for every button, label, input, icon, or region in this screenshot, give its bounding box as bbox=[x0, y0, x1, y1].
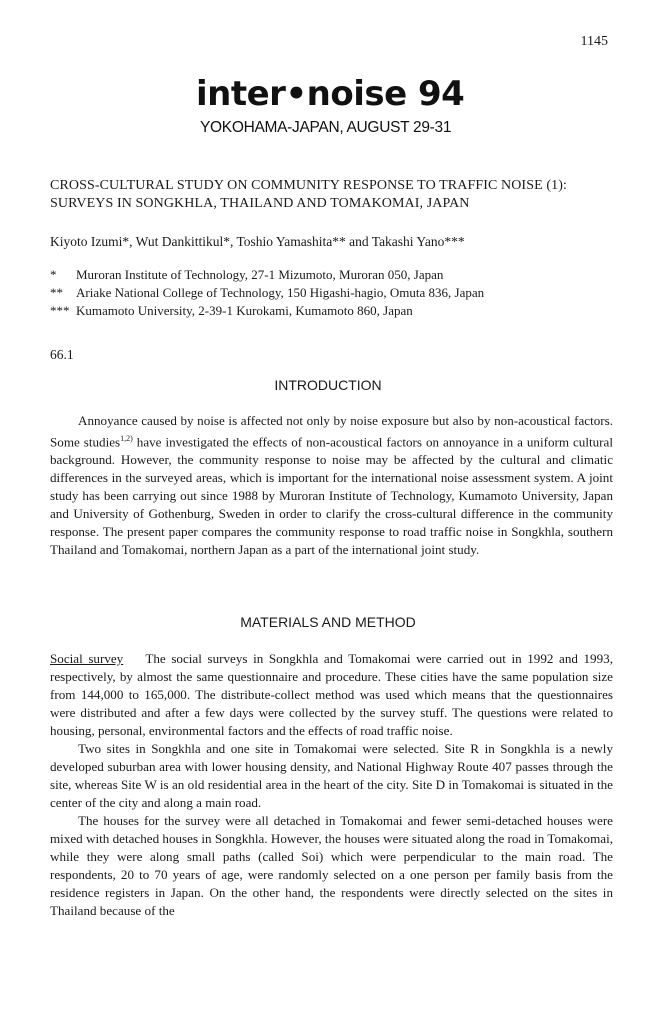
paper-title: CROSS-CULTURAL STUDY ON COMMUNITY RESPONSE TO TRAFFIC NOISE (1): SURVEYS IN SONGKHLA, THAILAND AND TOMAKOMAI, JAPAN bbox=[50, 178, 567, 211]
methods-paragraph-2: Two sites in Songkhla and one site in Tomakomai were selected. Site R in Songkhla is a newly developed suburban area with lower housing density, and National Highway Route 407 passes through the site, whereas Site W is an old residential area in the heart of the city. Site D in Tomakomai is situated in the center of the city and along a main road. bbox=[50, 741, 613, 810]
section-heading-methods: MATERIALS AND METHOD bbox=[240, 614, 416, 630]
affiliation-text: Kumamoto University, 2-39-1 Kurokami, Kumamoto 860, Japan bbox=[76, 303, 413, 318]
text-run: The social surveys in Songkhla and Tomakomai were carried out in 1992 and 1993, respectively, by almost the same questionnaire and procedure. These cities have the same population size from 144,000 to 165,000. The distribute-collect method was used which means that the questionnaires were distributed and after a few days were collected by the survey stuff. The questions were related to housing, personal, environmental factors and the effects of road traffic noise. bbox=[50, 651, 617, 738]
introduction-body bbox=[50, 412, 613, 559]
methods-paragraph-1 bbox=[50, 650, 617, 740]
introduction-paragraph bbox=[50, 412, 613, 559]
affiliation-mark: ** bbox=[50, 285, 63, 300]
conference-location-dates: YOKOHAMA-JAPAN, AUGUST 29-31 bbox=[200, 119, 452, 136]
text-run: have investigated the effects of non-acoustical factors on annoyance in a uniform cultural background. However, the community response to noise may be affected by the cultural and climatic differences in the surveyed areas, which is important for the international noise assessment system. A joint study has been carrying out since 1988 by Muroran Institute of Technology, Kumamoto University, Japan and University of Gothenburg, Sweden in order to clarify the cross-cultural difference in the community response. The present paper compares the community response to road traffic noise in Songkhla, southern Thailand and Tomakomai, northern Japan as a part of the international joint study. bbox=[50, 434, 613, 558]
citation-superscript: 1,2) bbox=[120, 434, 133, 443]
affiliation-mark: *** bbox=[50, 303, 70, 318]
affiliation-3 bbox=[50, 302, 484, 320]
section-heading-introduction: INTRODUCTION bbox=[274, 377, 382, 393]
run-in-heading: Social survey bbox=[50, 651, 124, 666]
author-list: Kiyoto Izumi*, Wut Dankittikul*, Toshio Yamashita** and Takashi Yano*** bbox=[50, 234, 465, 249]
affiliation-mark: * bbox=[50, 267, 57, 282]
paper-id: 66.1 bbox=[50, 347, 74, 362]
affiliation-text: Ariake National College of Technology, 150 Higashi-hagio, Omuta 836, Japan bbox=[76, 285, 485, 300]
affiliation-text: Muroran Institute of Technology, 27-1 Mizumoto, Muroran 050, Japan bbox=[76, 267, 444, 282]
methods-body bbox=[50, 650, 617, 920]
page-number: 1145 bbox=[580, 34, 608, 49]
affiliations bbox=[50, 266, 484, 320]
methods-paragraph-3: The houses for the survey were all detached in Tomakomai and fewer semi-detached houses were mixed with detached houses in Songkhla. However, the houses were situated along the road in Tomakomai, while they were along small paths (called Soi) which were perpendicular to the main road. The respondents, 20 to 70 years of age, were randomly selected on a one person per family basis from the residence registers in Japan. On the other hand, the respondents were directly selected on the sites in Thailand because of the bbox=[50, 813, 613, 918]
affiliation-2 bbox=[50, 284, 484, 302]
affiliation-1 bbox=[50, 266, 484, 284]
text-run: Annoyance caused by noise is affected not only by noise exposure but also by non-acoustical factors. Some studies bbox=[50, 413, 613, 450]
conference-logo: inter•noise 94 bbox=[196, 74, 465, 114]
